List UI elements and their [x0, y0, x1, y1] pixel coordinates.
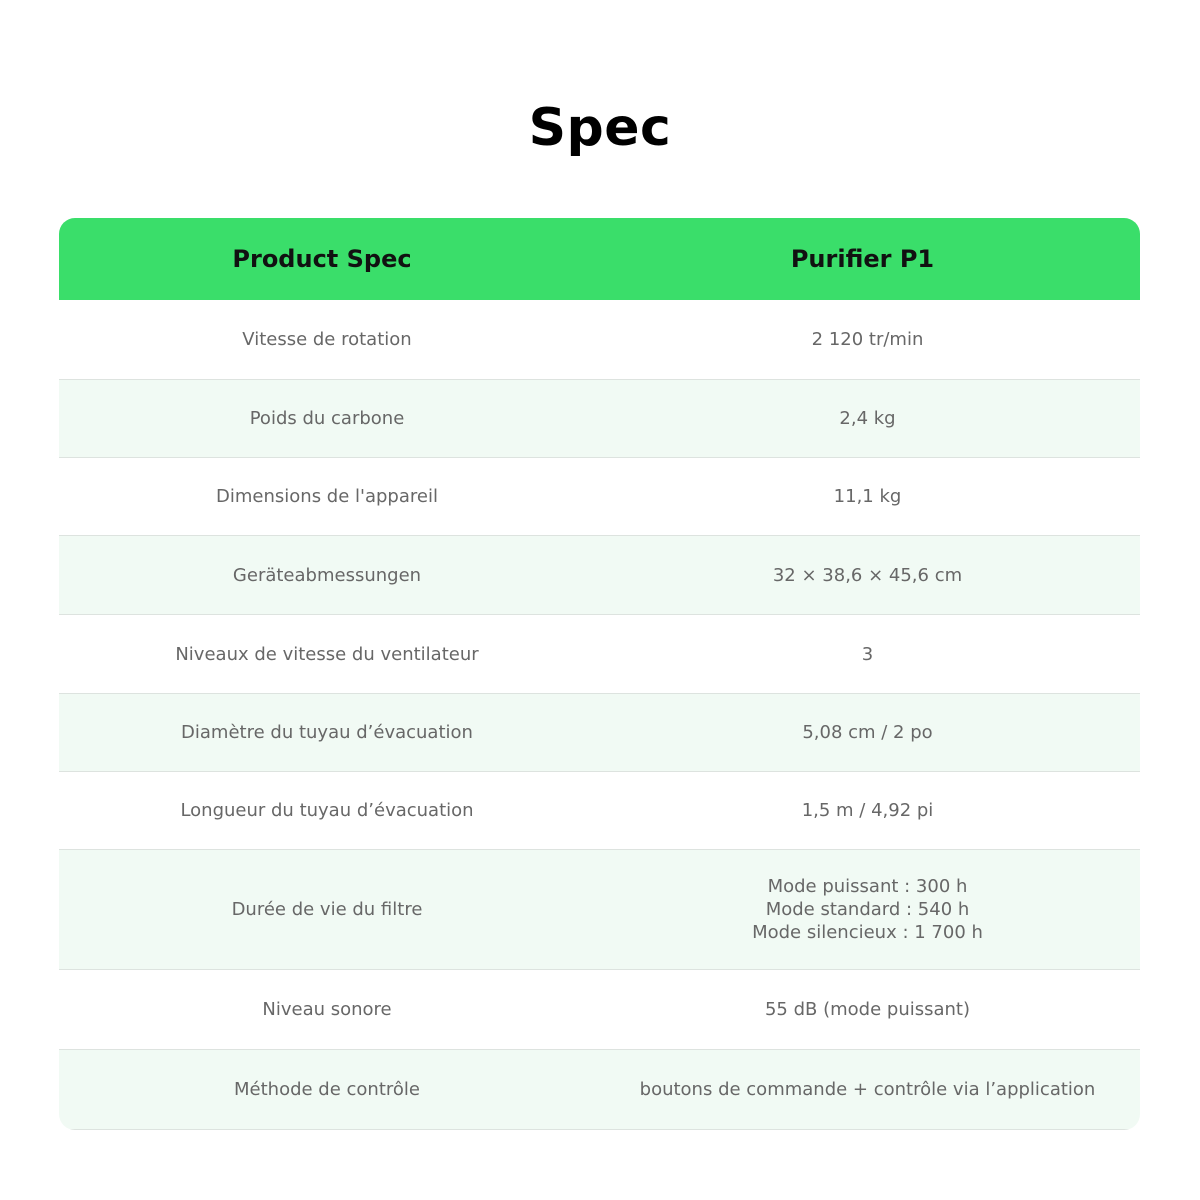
spec-table [59, 218, 1140, 1130]
table-row [59, 380, 1140, 458]
header-product-spec: Product Spec [232, 245, 412, 273]
spec-value-line: 2,4 kg [839, 408, 896, 429]
table-row [59, 536, 1140, 615]
spec-value-line: 5,08 cm / 2 po [802, 722, 933, 743]
spec-label: Geräteabmessungen [232, 564, 422, 586]
spec-value [595, 1078, 1140, 1101]
header-product-name: Purifier P1 [790, 245, 935, 273]
spec-value [595, 875, 1140, 944]
spec-value-line: Mode puissant : 300 h [767, 876, 968, 897]
spec-value-line: 32 × 38,6 × 45,6 cm [772, 564, 963, 586]
spec-value-line: boutons de commande + contrôle via l’application [639, 1079, 1096, 1100]
spec-value-line: Mode silencieux : 1 700 h [752, 922, 983, 943]
spec-value [595, 643, 1140, 666]
spec-value-line: 11,1 kg [833, 486, 902, 507]
spec-value [595, 998, 1140, 1021]
spec-value [595, 564, 1140, 587]
spec-value-line: Mode standard : 540 h [765, 899, 970, 920]
spec-label: Poids du carbone [249, 408, 405, 429]
spec-value [595, 721, 1140, 744]
table-row [59, 458, 1140, 536]
spec-label: Dimensions de l'appareil [216, 486, 438, 507]
table-row [59, 615, 1140, 694]
spec-value-line: 55 dB (mode puissant) [764, 999, 971, 1020]
spec-value [595, 799, 1140, 822]
table-row [59, 970, 1140, 1050]
spec-value-line: 1,5 m / 4,92 pi [801, 800, 934, 821]
table-row [59, 1050, 1140, 1130]
spec-label: Durée de vie du filtre [231, 899, 423, 920]
spec-label: Diamètre du tuyau d’évacuation [181, 722, 473, 743]
table-row [59, 850, 1140, 970]
spec-label: Niveau sonore [262, 999, 392, 1020]
spec-label: Vitesse de rotation [242, 329, 412, 350]
spec-label: Méthode de contrôle [234, 1079, 420, 1100]
spec-label: Niveaux de vitesse du ventilateur [175, 643, 479, 665]
table-header [59, 218, 1140, 300]
spec-value [595, 407, 1140, 430]
spec-value [595, 328, 1140, 351]
spec-value-line: 2 120 tr/min [811, 329, 924, 350]
table-row [59, 772, 1140, 850]
table-row [59, 694, 1140, 772]
spec-value [595, 485, 1140, 508]
page-title: Spec [528, 98, 672, 158]
table-row [59, 300, 1140, 380]
spec-label: Longueur du tuyau d’évacuation [180, 800, 474, 821]
spec-value-line: 3 [861, 643, 874, 665]
